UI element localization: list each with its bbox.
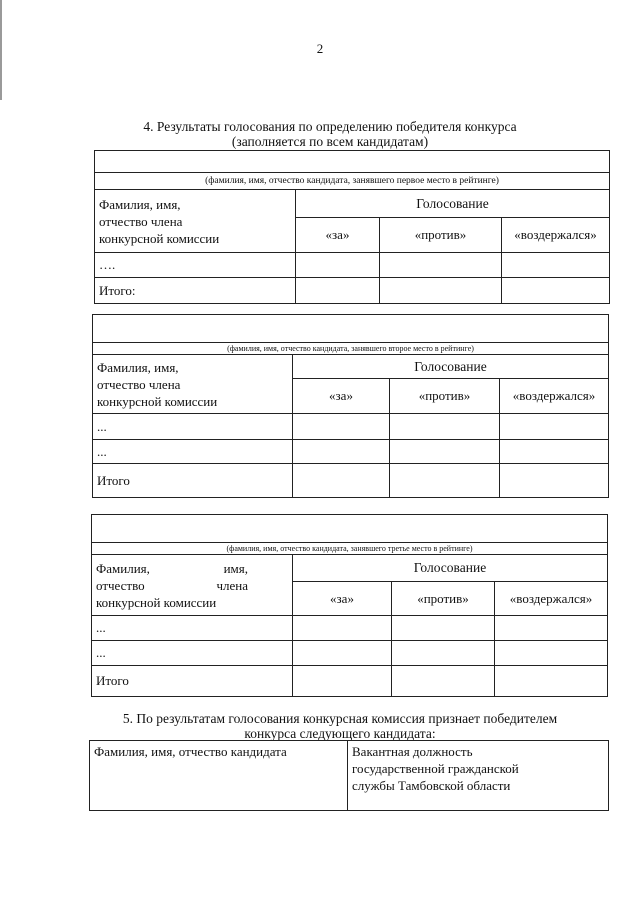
table-row [92,641,608,666]
total-label: Итого: [95,278,296,304]
table-row [92,616,608,641]
total-against-cell[interactable] [392,666,495,697]
vote-for-cell[interactable] [293,616,392,641]
members-header-line3: конкурсной комиссии [99,230,220,246]
vote-against-cell[interactable] [390,414,500,440]
voting-table-first-place [94,150,610,304]
header-row [95,190,610,218]
vote-abstain-cell[interactable] [495,616,608,641]
member-row-label: ... [92,641,293,666]
vote-against-cell[interactable] [392,616,495,641]
members-word-name: имя, [223,560,248,576]
vote-abstain-cell[interactable] [495,641,608,666]
table-row [95,253,610,278]
members-header-line1: Фамилия, имя, [97,359,179,375]
total-row [92,666,608,697]
member-row-label: ... [92,616,293,641]
total-label: Итого [93,464,293,498]
voting-header: Голосование [293,355,609,379]
winner-candidate-cell[interactable] [90,741,348,811]
total-against-cell[interactable] [390,464,500,498]
member-row-label: ... [93,414,293,440]
members-header-line1: Фамилия, имя, [99,196,181,212]
option-abstain: «воздержался» [495,582,608,616]
winner-position-line2: государственной гражданской [352,761,519,776]
members-header [93,355,293,414]
page-number: 2 [316,41,324,56]
option-against: «против» [380,218,502,253]
total-for-cell[interactable] [293,666,392,697]
option-abstain: «воздержался» [500,379,609,414]
vote-for-cell[interactable] [296,253,380,278]
total-for-cell[interactable] [293,464,390,498]
members-header [95,190,296,253]
vote-against-cell[interactable] [392,641,495,666]
winner-position-cell[interactable] [348,741,609,811]
winner-candidate-label: Фамилия, имя, отчество кандидата [94,744,287,759]
candidate-caption: (фамилия, имя, отчество кандидата, занявшего третье место в рейтинге) [92,543,608,555]
section-4-title: 4. Результаты голосования по определению победителя конкурса [143,119,517,134]
winner-table [89,740,609,811]
candidate-name-row [92,515,608,543]
voting-table-third-place [91,514,608,697]
winner-position-line3: службы Тамбовской области [352,778,511,793]
members-header-line2: отчество члена [97,376,181,392]
option-for: «за» [296,218,380,253]
member-row-label: ... [93,440,293,464]
section-4-heading [40,119,620,149]
winner-row [90,741,609,811]
caption-row [92,543,608,555]
vote-against-cell[interactable] [380,253,502,278]
section-4-subtitle: (заполняется по всем кандидатам) [231,134,429,149]
total-row [95,278,610,304]
vote-against-cell[interactable] [390,440,500,464]
members-header-line3: конкурсной комиссии [97,393,218,409]
vote-for-cell[interactable] [293,641,392,666]
members-header-line3: конкурсной комиссии [96,594,217,610]
vote-abstain-cell[interactable] [502,253,610,278]
total-label: Итого [92,666,293,697]
total-against-cell[interactable] [380,278,502,304]
member-row-label: …. [95,253,296,278]
section-5-title: 5. По результатам голосования конкурсная комиссия признает победителем [122,711,558,726]
members-word-surname: Фамилия, [96,560,150,576]
voting-header: Голосование [293,555,608,582]
table-row [93,440,609,464]
members-header [92,555,293,616]
table-row [93,414,609,440]
option-abstain: «воздержался» [502,218,610,253]
option-for: «за» [293,582,392,616]
option-against: «против» [390,379,500,414]
header-row [93,355,609,379]
members-header-line2: отчество члена [99,213,183,229]
members-header-line1 [96,560,288,577]
members-header-line2 [96,577,288,594]
voting-table-second-place [92,314,609,498]
section-5-subtitle: конкурса следующего кандидата: [244,726,436,741]
members-word-member: члена [216,577,248,593]
total-for-cell[interactable] [296,278,380,304]
option-for: «за» [293,379,390,414]
candidate-name-row [93,315,609,343]
vote-for-cell[interactable] [293,414,390,440]
members-word-patronymic: отчество [96,577,145,593]
vote-abstain-cell[interactable] [500,440,609,464]
vote-for-cell[interactable] [293,440,390,464]
candidate-caption: (фамилия, имя, отчество кандидата, занявшего первое место в рейтинге) [95,173,610,190]
section-5-heading [60,711,620,741]
total-row [93,464,609,498]
total-abstain-cell[interactable] [500,464,609,498]
caption-row [95,173,610,190]
vote-abstain-cell[interactable] [500,414,609,440]
option-against: «против» [392,582,495,616]
header-row [92,555,608,582]
voting-header: Голосование [296,190,610,218]
total-abstain-cell[interactable] [502,278,610,304]
winner-position-line1: Вакантная должность [352,744,473,759]
candidate-name-field[interactable] [92,515,608,543]
candidate-caption: (фамилия, имя, отчество кандидата, занявшего второе место в рейтинге) [93,343,609,355]
total-abstain-cell[interactable] [495,666,608,697]
candidate-name-field[interactable] [93,315,609,343]
candidate-name-field[interactable] [95,151,610,173]
candidate-name-row [95,151,610,173]
caption-row [93,343,609,355]
